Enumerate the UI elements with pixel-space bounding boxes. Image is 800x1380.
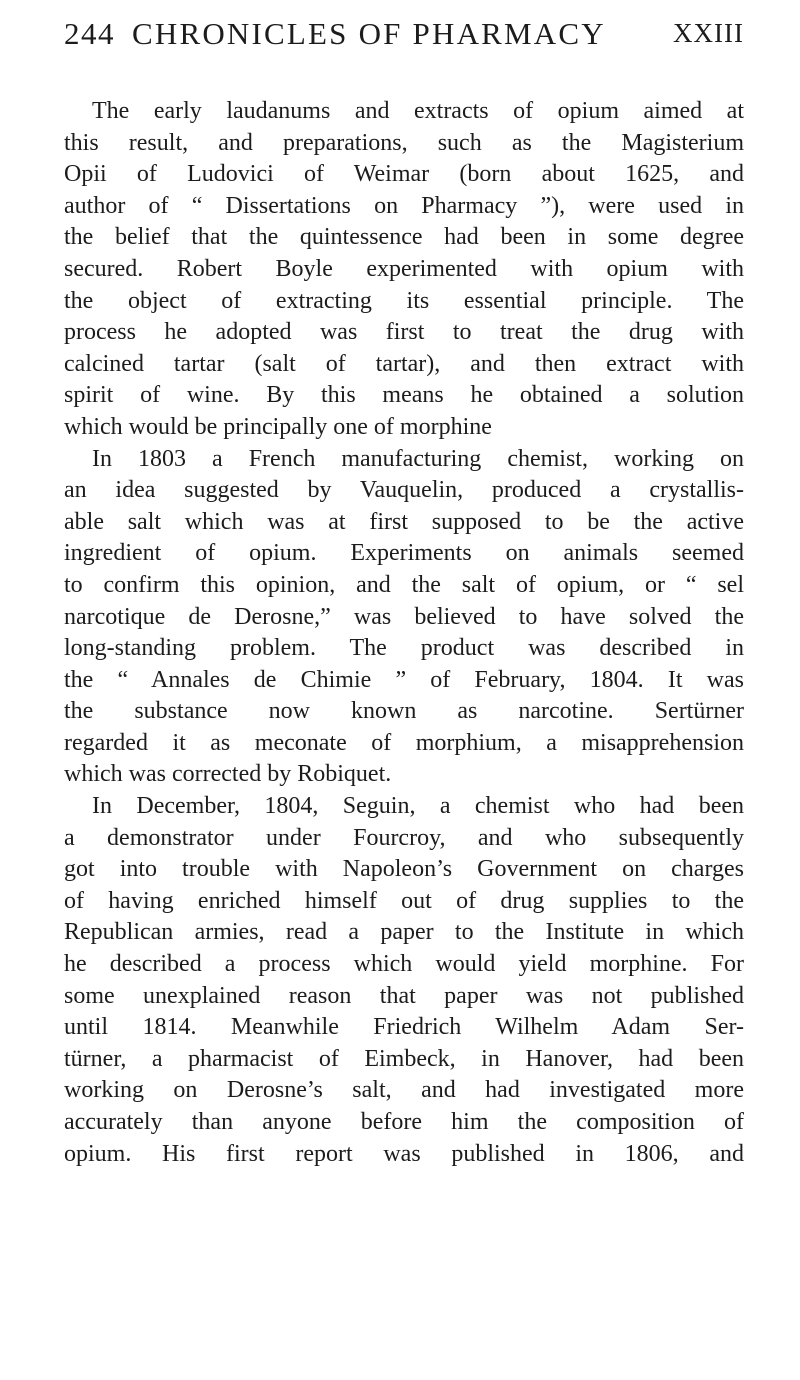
text-line: to confirm this opinion, and the salt of opium, or “ sel [64, 571, 744, 598]
page-number: 244 [64, 16, 115, 51]
text-line: a demonstrator under Fourcroy, and who subsequently [64, 824, 744, 851]
text-line: Opii of Ludovici of Weimar (born about 1625, and [64, 161, 744, 188]
text-line: the object of extracting its essential principle. The [64, 287, 744, 314]
paragraph-3 [64, 791, 744, 1170]
text-line: he described a process which would yield morphine. For [64, 951, 744, 978]
text-line: spirit of wine. By this means he obtained a solution [64, 382, 744, 409]
text-line: process he adopted was first to treat the drug with [64, 319, 744, 346]
text-line: the substance now known as narcotine. Sertürner [64, 698, 744, 725]
text-line: Republican armies, read a paper to the Institute in which [64, 919, 744, 946]
running-title: CHRONICLES OF PHARMACY [132, 16, 606, 51]
text-line: The early laudanums and extracts of opium aimed at [92, 98, 744, 124]
text-line: able salt which was at first supposed to be the active [64, 508, 744, 535]
text-line: calcined tartar (salt of tartar), and then extract with [64, 350, 744, 377]
text-line: which was corrected by Robiquet. [64, 761, 392, 788]
text-line: ingredient of opium. Experiments on animals seemed [64, 540, 744, 567]
text-line: In December, 1804, Seguin, a chemist who had been [92, 793, 744, 820]
text-line: some unexplained reason that paper was not published [64, 982, 744, 1009]
paragraph-2 [64, 444, 744, 792]
text-line: the belief that the quintessence had been in some degree [64, 224, 744, 251]
text-line: regarded it as meconate of morphium, a misapprehension [64, 729, 744, 756]
text-line: türner, a pharmacist of Eimbeck, in Hanover, had been [64, 1045, 744, 1072]
chapter-number: XXIII [673, 18, 744, 48]
text-line: secured. Robert Boyle experimented with opium with [64, 255, 744, 282]
text-line: which would be principally one of morphine [64, 413, 492, 440]
text-line: an idea suggested by Vauquelin, produced a crystallis- [64, 477, 744, 504]
paragraph-1 [64, 96, 744, 444]
body-text [64, 96, 744, 1170]
text-line: got into trouble with Napoleon’s Government on charges [64, 856, 744, 883]
text-line: author of “ Dissertations on Pharmacy ”), were used in [64, 192, 744, 219]
text-line: until 1814. Meanwhile Friedrich Wilhelm Adam Ser- [64, 1014, 744, 1041]
text-line: accurately than anyone before him the composition of [64, 1109, 744, 1135]
text-line: long-standing problem. The product was described in [64, 635, 744, 662]
text-line: In 1803 a French manufacturing chemist, working on [92, 445, 744, 472]
running-head [64, 16, 744, 66]
text-line: opium. His first report was published in 1806, and [64, 1140, 744, 1167]
text-line: working on Derosne’s salt, and had investigated more [64, 1077, 744, 1104]
text-line: narcotique de Derosne,” was believed to have solved the [64, 603, 744, 630]
text-line: this result, and preparations, such as the Magisterium [64, 129, 744, 156]
text-line: the “ Annales de Chimie ” of February, 1804. It was [64, 666, 744, 693]
text-line: of having enriched himself out of drug supplies to the [64, 887, 744, 914]
